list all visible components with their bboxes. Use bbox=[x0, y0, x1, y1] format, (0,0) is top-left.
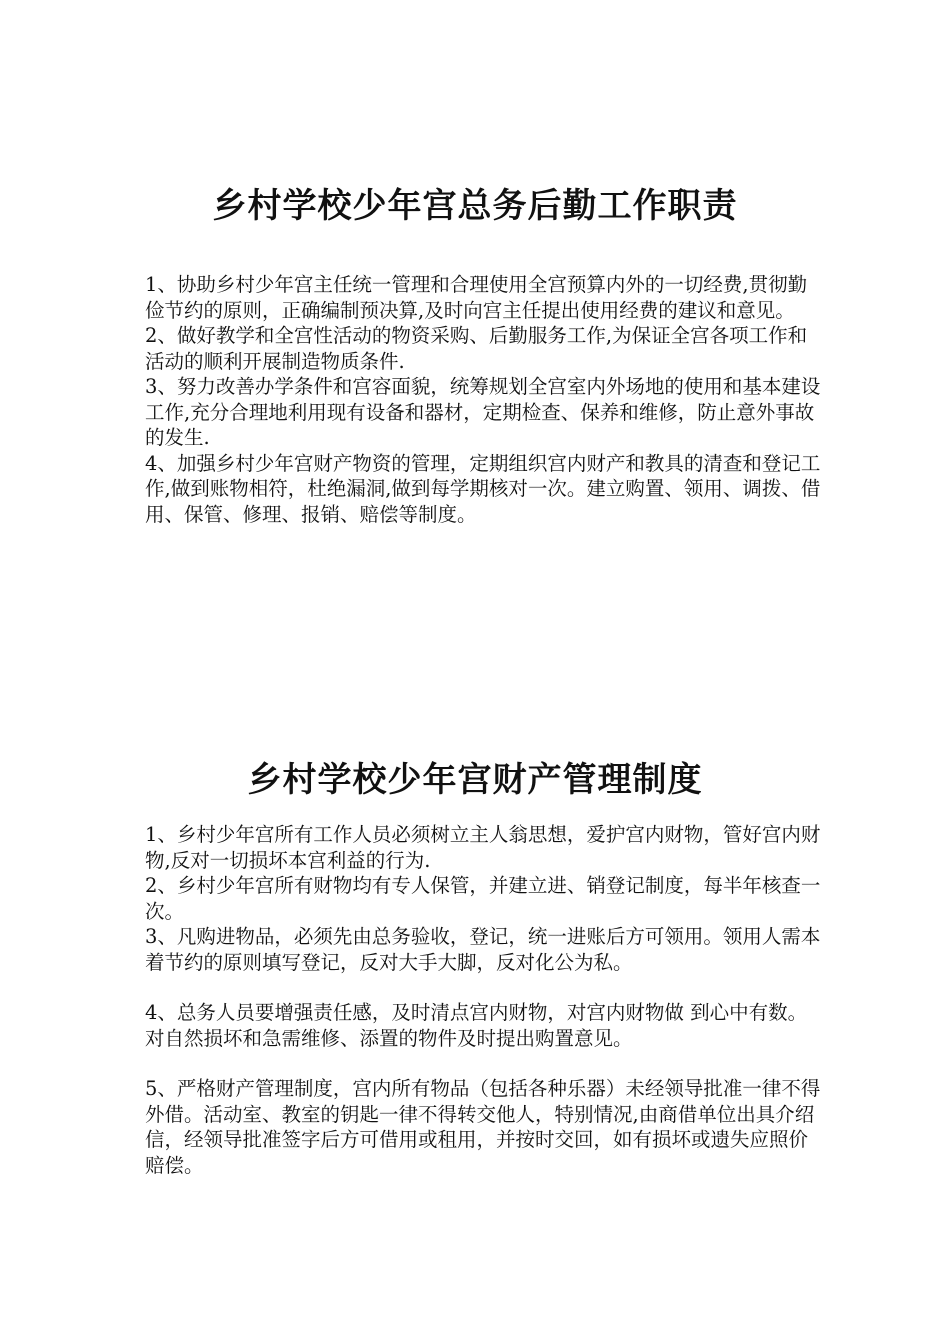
section-1-title: 乡村学校少年宫总务后勤工作职责 bbox=[212, 186, 738, 226]
section-2-item-4: 4、总务人员要增强责任感，及时清点宫内财物，对宫内财物做 到心中有数。对自然损坏和急需维修、添置的物件及时提出购置意见。 bbox=[145, 1001, 808, 1050]
section-2-body bbox=[145, 822, 825, 1178]
section-2-item-1: 1、乡村少年宫所有工作人员必须树立主人翁思想，爱护宫内财物，管好宫内财物,反对一切损坏本宫利益的行为. bbox=[145, 823, 821, 872]
section-1-item-4: 4、加强乡村少年宫财产物资的管理，定期组织宫内财产和教具的清查和登记工作,做到账物相符，杜绝漏洞,做到每学期核对一次。建立购置、领用、调拨、借用、保管、修理、报销、赔偿等制度。 bbox=[145, 451, 821, 526]
section-1-item-3: 3、努力改善办学条件和宫容面貌，统筹规划全宫室内外场地的使用和基本建设工作,充分合理地利用现有设备和器材，定期检查、保养和维修，防止意外事故的发生. bbox=[145, 375, 821, 449]
section-1-item-2: 2、做好教学和全宫性活动的物资采购、后勤服务工作,为保证全宫各项工作和活动的顺利开展制造物质条件. bbox=[145, 324, 808, 373]
section-2-item-3: 3、凡购进物品，必须先由总务验收，登记，统一进账后方可领用。领用人需本着节约的原则填写登记，反对大手大脚，反对化公为私。 bbox=[145, 925, 821, 974]
section-2-title: 乡村学校少年宫财产管理制度 bbox=[247, 760, 703, 800]
section-1-item-1: 1、协助乡村少年宫主任统一管理和合理使用全宫预算内外的一切经费,贯彻勤俭节约的原则，正确编制预决算,及时向宫主任提出使用经费的建议和意见。 bbox=[145, 273, 808, 322]
section-2-item-2: 2、乡村少年宫所有财物均有专人保管，并建立进、销登记制度，每半年核查一次。 bbox=[145, 874, 821, 923]
section-1-body bbox=[145, 272, 825, 527]
section-2-item-5: 5、严格财产管理制度，宫内所有物品（包括各种乐器）未经领导批准一律不得外借。活动室、教室的钥匙一律不得转交他人，特别情况,由商借单位出具介绍信，经领导批准签字后方可借用或租用，并按时交回，如有损坏或遗失应照价赔偿。 bbox=[145, 1077, 821, 1177]
